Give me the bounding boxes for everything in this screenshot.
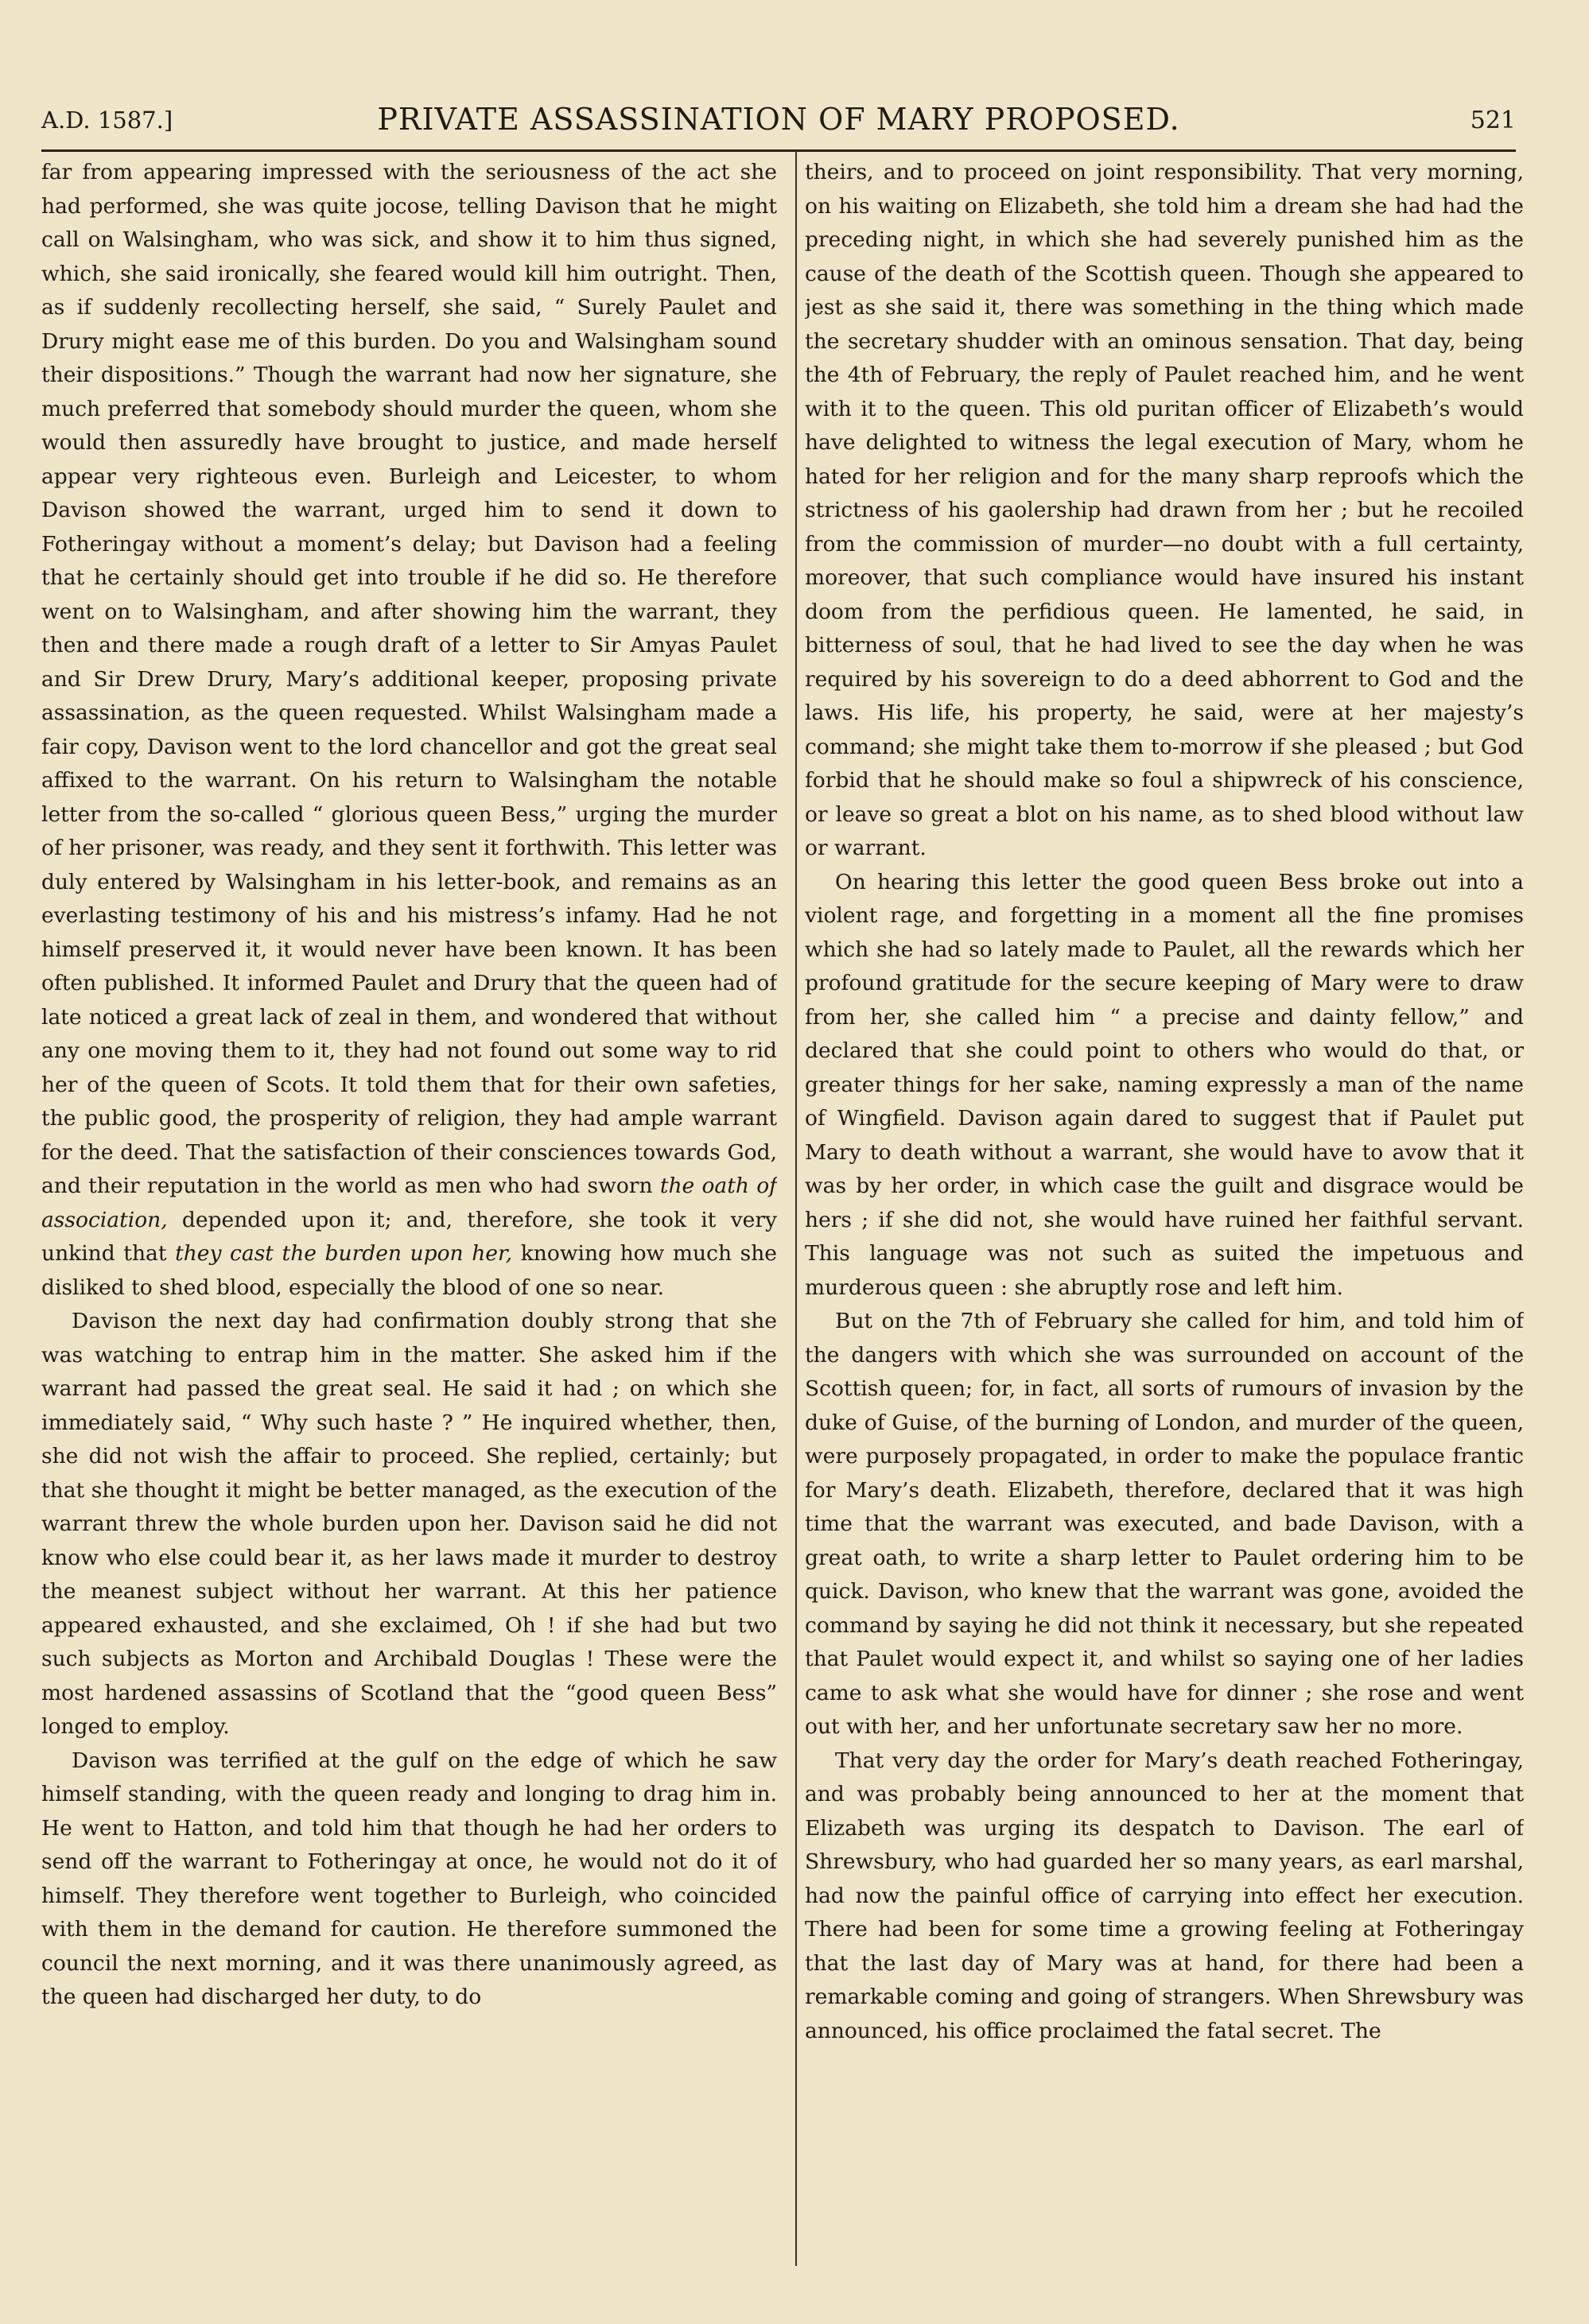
right-column <box>805 156 1524 2271</box>
left-column <box>41 156 777 2271</box>
year-folio: A.D. 1587.] <box>41 107 173 134</box>
paragraph: Davison was terrified at the gulf on the edge of which he saw himself standing, with the queen ready and longing to drag him in. He went to Hatton, and told him that though he had her orders to send off the warrant to Fotheringay at once, he would not do it of himself. They therefore went together to Burleigh, who coincided with them in the demand for caution. He therefore summoned the council the next morning, and it was there unanimously agreed, as the queen had discharged her duty, to do <box>41 1748 777 2009</box>
paragraph-continued: theirs, and to proceed on joint responsibility. That very morning, on his waiting on Elizabeth, she told him a dream she had had the preceding night, in which she had severely punished him as the cause of the death of the Scottish queen. Though she appeared to jest as she said it, there was something in the thing which made the secretary shudder with an ominous sensation. That day, being the 4th of February, the reply of Paulet reached him, and he went with it to the queen. This old puritan officer of Elizabeth’s would have delighted to witness the legal execution of Mary, whom he hated for her religion and for the many sharp reproofs which the strictness of his gaolership had drawn from her ; but he recoiled from the commission of murder—no doubt with a full certainty, moreover, that such compliance would have insured his instant doom from the perfidious queen. He lamented, he said, in bitterness of soul, that he had lived to see the day when he was required by his sovereign to do a deed abhorrent to God and the laws. His life, his property, he said, were at her majesty’s command; she might take them to-morrow if she pleased ; but God forbid that he should make so foul a shipwreck of his conscience, or leave so great a blot on his name, as to shed blood without law or warrant. <box>805 160 1524 860</box>
italic-phrase: they cast the burden upon her, <box>175 1241 513 1266</box>
italic-phrase: the oath of association, <box>41 1174 777 1232</box>
paragraph: On hearing this letter the good queen Bess broke out into a violent rage, and forgetting in a moment all the fine promises which she had so lately made to Paulet, all the rewards which her profound gratitude for the secure keeping of Mary were to draw from her, she called him “ a precise and dainty fellow,” and declared that she could point to others who would do that, or greater things for her sake, naming expressly a man of the name of Wingfield. Davison again dared to suggest that if Paulet put Mary to death without a warrant, she would have to avow that it was by her order, in which case the guilt and disgrace would be hers ; if she did not, she would have ruined her faithful servant. This language was not such as suited the impetuous and murderous queen : she abruptly rose and left him. <box>805 869 1524 1300</box>
running-header <box>41 97 1516 145</box>
text-run: depended upon it; and, therefore, she took it very unkind that <box>41 1207 777 1266</box>
paragraph: That very day the order for Mary’s death reached Fotheringay, and was probably being announced to her at the moment that Elizabeth was urging its despatch to Davison. The earl of Shrewsbury, who had guarded her so many years, as earl marshal, had now the painful office of carrying into effect her execution. There had been for some time a growing feeling at Fotheringay that the last day of Mary was at hand, for there had been a remarkable coming and going of strangers. When Shrewsbury was announced, his office proclaimed the fatal secret. The <box>805 1748 1524 2043</box>
text-run: knowing how much she disliked to shed blood, especially the blood of one so near. <box>41 1241 777 1300</box>
paragraph-continued <box>41 156 777 1305</box>
header-rule <box>41 149 1516 152</box>
paragraph: But on the 7th of February she called for him, and told him of the dangers with which she was surrounded on account of the Scottish queen; for, in fact, all sorts of rumours of invasion by the duke of Guise, of the burning of London, and murder of the queen, were purposely propagated, in order to make the populace frantic for Mary’s death. Elizabeth, therefore, declared that it was high time that the warrant was executed, and bade Davison, with a great oath, to write a sharp letter to Paulet ordering him to be quick. Davison, who knew that the warrant was gone, avoided the command by saying he did not think it necessary, but she repeated that Paulet would expect it, and whilst so saying one of her ladies came to ask what she would have for dinner ; she rose and went out with her, and her unfortunate secretary saw her no more. <box>805 1309 1524 1739</box>
page-number: 521 <box>1470 107 1516 134</box>
paragraph: Davison the next day had confirmation doubly strong that she was watching to entrap him in the matter. She asked him if the warrant had passed the great seal. He said it had ; on which she immediately said, “ Why such haste ? ” He inquired whether, then, she did not wish the affair to proceed. She replied, certainly; but that she thought it might be better managed, as the execution of the warrant threw the whole burden upon her. Davison said he did not know who else could bear it, as her laws made it murder to destroy the meanest subject without her warrant. At this her patience appeared exhausted, and she exclaimed, Oh ! if she had but two such subjects as Morton and Archibald Douglas ! These were the most hardened assassins of Scotland that the “good queen Bess” longed to employ. <box>41 1309 777 1739</box>
text-run: far from appearing impressed with the seriousness of the act she had performed, she was quite jocose, telling Davison that he might call on Walsingham, who was sick, and show it to him thus signed, which, she said ironically, she feared would kill him outright. Then, as if suddenly recollecting herself, she said, “ Surely Paulet and Drury might ease me of this burden. Do you and Walsingham sound their dispositions.” Though the warrant had now her signature, she much preferred that somebody should murder the queen, whom she would then assuredly have brought to justice, and made herself appear very righteous even. Burleigh and Leicester, to whom Davison showed the warrant, urged him to send it down to Fotheringay without a moment’s delay; but Davison had a feeling that he certainly should get into trouble if he did so. He therefore went on to Walsingham, and after showing him the warrant, they then and there made a rough draft of a letter to Sir Amyas Paulet and Sir Drew Drury, Mary’s additional keeper, proposing private assassination, as the queen requested. Whilst Walsingham made a fair copy, Davison went to the lord chancellor and got the great seal affixed to the warrant. On his return to Walsingham the notable letter from the so-called “ glorious queen Bess,” urging the murder of her prisoner, was ready, and they sent it forthwith. This letter was duly entered by Walsingham in his letter-book, and remains as an everlasting testimony of his and his mistress’s infamy. Had he not himself preserved it, it would never have been known. It has been often published. It informed Paulet and Drury that the queen had of late noticed a great lack of zeal in them, and wondered that without any one moving them to it, they had not found out some way to rid her of the queen of Scots. It told them that for their own safeties, the public good, the prosperity of religion, they had ample warrant for the deed. That the satisfaction of their consciences towards God, and their reputation in the world as men who had sworn <box>41 160 777 1198</box>
column-divider <box>795 151 797 2266</box>
running-title: PRIVATE ASSASSINATION OF MARY PROPOSED. <box>377 102 1180 137</box>
